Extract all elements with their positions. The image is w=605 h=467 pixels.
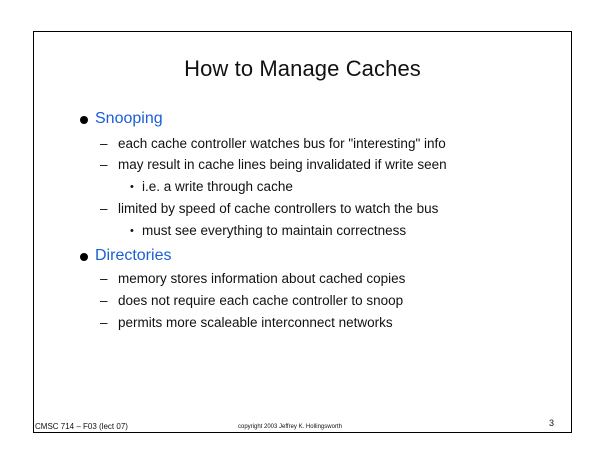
- page-number: 3: [549, 418, 555, 428]
- list-item-text: limited by speed of cache controllers to watch the bus: [118, 201, 439, 216]
- list-item-text: may result in cache lines being invalidated if write seen: [118, 157, 447, 172]
- sub-list-item-text: must see everything to maintain correctness: [142, 223, 407, 238]
- bullet-dot-icon: [80, 116, 88, 124]
- slide-title: How to Manage Caches: [184, 56, 421, 81]
- dash-icon: –: [100, 293, 108, 308]
- bullet-dot-icon: [80, 253, 88, 261]
- dash-icon: –: [100, 136, 108, 151]
- small-bullet-icon: •: [130, 181, 134, 193]
- list-item-text: each cache controller watches bus for "interesting" info: [118, 136, 446, 151]
- list-item-text: memory stores information about cached copies: [118, 271, 406, 286]
- dash-icon: –: [100, 315, 108, 330]
- dash-icon: –: [100, 201, 108, 216]
- dash-icon: –: [100, 157, 108, 172]
- footer-copyright: copyright 2003 Jeffrey K. Hollingsworth: [238, 424, 342, 430]
- section-heading: Directories: [95, 247, 172, 264]
- sub-list-item-text: i.e. a write through cache: [142, 179, 293, 194]
- footer-course: CMSC 714 – F03 (lect 07): [35, 422, 128, 431]
- list-item-text: permits more scaleable interconnect networks: [118, 315, 393, 330]
- section-heading: Snooping: [95, 110, 163, 127]
- dash-icon: –: [100, 271, 108, 286]
- list-item-text: does not require each cache controller to snoop: [118, 293, 404, 308]
- small-bullet-icon: •: [130, 225, 134, 237]
